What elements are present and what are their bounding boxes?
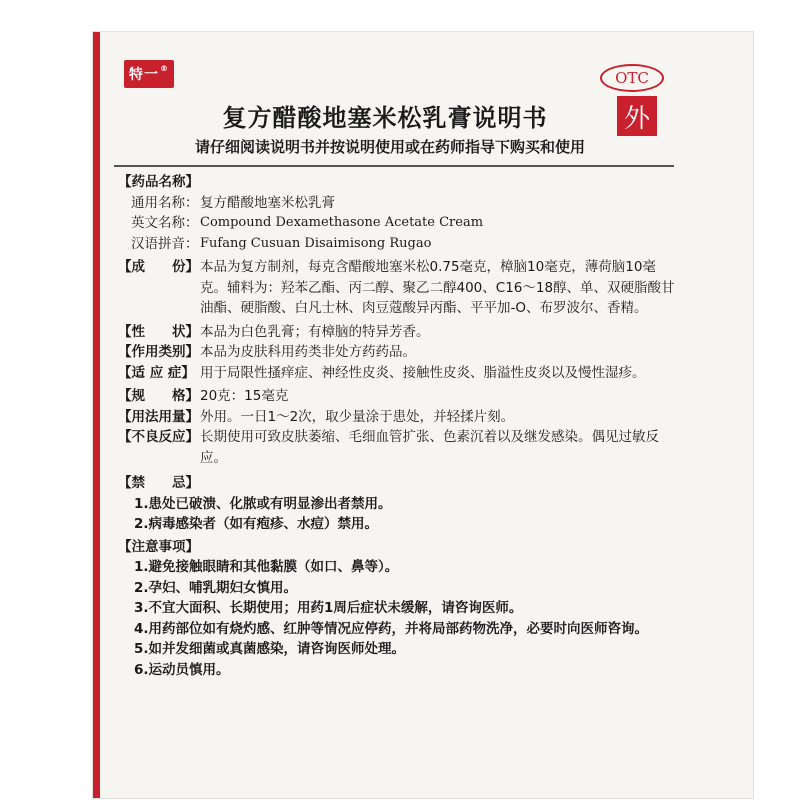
character-section (118, 322, 678, 343)
external-use-badge: 外 (617, 96, 657, 136)
english-name-row (118, 213, 678, 234)
generic-name-value: 复方醋酸地塞米松乳膏 (200, 194, 335, 211)
character-label: 【性 状】 (118, 323, 199, 340)
red-edge-bar (93, 32, 100, 798)
brand-logo (124, 60, 174, 88)
precaution-item: 3.不宜大面积、长期使用；用药1周后症状未缓解，请咨询医师。 (134, 600, 523, 616)
category-text: 本品为皮肤科用药类非处方药药品。 (200, 344, 416, 360)
precaution-item: 2.孕妇、哺乳期妇女慎用。 (134, 579, 298, 596)
drug-name-section (118, 172, 678, 193)
contraindication-item: 2.病毒感染者（如有疱疹、水痘）禁用。 (134, 516, 379, 532)
generic-name-row (118, 193, 678, 214)
category-section (118, 342, 678, 363)
precaution-item: 4.用药部位如有烧灼感、红肿等情况应停药，并将局部药物洗净，必要时向医师咨询。 (134, 620, 649, 637)
english-name-value: Compound Dexamethasone Acetate Cream (200, 215, 484, 230)
pinyin-label: 汉语拼音： (131, 235, 199, 252)
specification-text: 20克：15毫克 (200, 388, 289, 404)
usage-section (118, 407, 678, 428)
contraindication-item: 1.患处已破溃、化脓或有明显渗出者禁用。 (134, 495, 392, 512)
registered-mark: ® (160, 63, 169, 73)
generic-name-label: 通用名称： (131, 194, 199, 211)
brand-logo-text: 特一 (129, 67, 159, 83)
page-title: 复方醋酸地塞米松乳膏说明书 (222, 104, 548, 132)
specification-section (118, 386, 678, 407)
usage-label: 【用法用量】 (118, 408, 199, 425)
pinyin-value: Fufang Cusuan Disaimisong Rugao (200, 235, 432, 251)
adverse-section (118, 427, 678, 468)
indications-text: 用于局限性搔痒症、神经性皮炎、接触性皮炎、脂溢性皮炎以及慢性湿疹。 (200, 364, 646, 381)
precautions-label: 【注意事项】 (118, 538, 199, 555)
pinyin-row (118, 234, 678, 255)
composition-label: 【成 份】 (118, 259, 199, 275)
composition-text: 本品为复方制剂，每克含醋酸地塞米松0.75毫克，樟脑10毫克，薄荷脑10毫克。辅料为：羟苯乙酯、丙二醇、聚乙二醇400、C16～18醇、单、双硬脂酸甘油酯、硬脂酸、白凡士林、肉豆蔻酸异丙酯、平平加-O、布罗波尔、香精。 (200, 259, 675, 316)
character-text: 本品为白色乳膏；有樟脑的特异芳香。 (200, 323, 430, 340)
drug-name-label: 【药品名称】 (118, 174, 199, 190)
precaution-item: 1.避免接触眼睛和其他黏膜（如口、鼻等）。 (134, 559, 399, 575)
title-divider (114, 165, 674, 167)
contraindications-label: 【禁 忌】 (118, 475, 199, 491)
otc-badge: OTC (600, 64, 664, 92)
english-name-label: 英文名称： (131, 215, 199, 231)
adverse-label: 【不良反应】 (118, 429, 199, 445)
reading-advice: 请仔细阅读说明书并按说明使用或在药师指导下购买和使用 (194, 138, 585, 156)
adverse-text: 长期使用可致皮肤萎缩、毛细血管扩张、色素沉着以及继发感染。偶见过敏反应。 (200, 429, 659, 466)
specification-label: 【规 格】 (118, 388, 199, 404)
indications-label: 【适 应 症】 (118, 364, 195, 381)
precaution-item: 6.运动员慎用。 (134, 661, 230, 678)
composition-section (118, 257, 678, 319)
usage-text: 外用。一日1～2次，取少量涂于患处，并轻揉片刻。 (200, 408, 515, 425)
leaflet-content (118, 172, 678, 680)
indications-section (118, 363, 678, 384)
precaution-item: 5.如并发细菌或真菌感染，请咨询医师处理。 (134, 641, 406, 657)
category-label: 【作用类别】 (118, 344, 199, 360)
